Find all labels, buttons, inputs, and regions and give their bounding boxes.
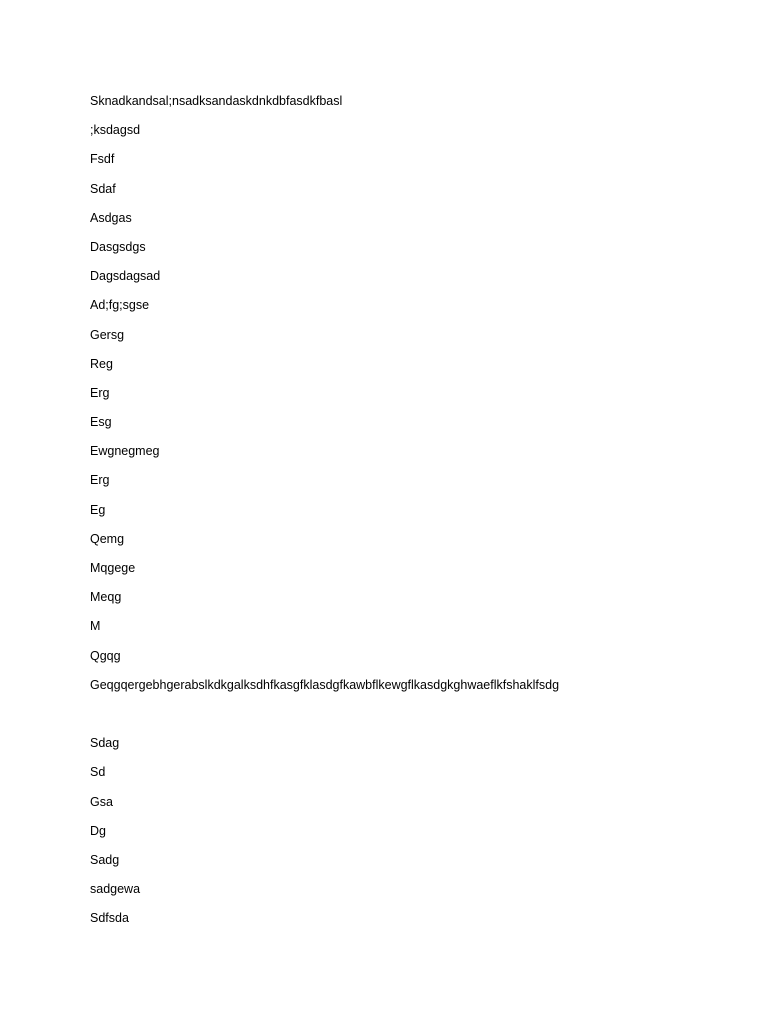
blank-line xyxy=(90,706,730,735)
document-line: Fsdf xyxy=(90,152,115,167)
document-line: Eg xyxy=(90,502,106,517)
document-line: Dasgsdgs xyxy=(90,239,146,254)
document-body xyxy=(90,93,730,939)
document-line: Sadg xyxy=(90,852,120,867)
document-line: Geqgqergebhgerabslkdkgalksdhfkasgfklasdgfkawbflkewgflkasdgkghwaeflkfshaklfsdg xyxy=(90,677,560,692)
document-line: Ewgnegmeg xyxy=(90,444,160,459)
document-line: ;ksdagsd xyxy=(90,123,141,138)
document-line: Mqgege xyxy=(90,561,136,575)
document-line: Dagsdagsad xyxy=(90,269,161,284)
document-line: Gersg xyxy=(90,327,125,342)
document-line: Erg xyxy=(90,473,110,488)
document-line: Dg xyxy=(90,823,106,838)
document-line: Sdag xyxy=(90,736,120,751)
document-line: Ad;fg;sgse xyxy=(90,298,150,313)
document-line: Sknadkandsal;nsadksandaskdnkdbfasdkfbasl xyxy=(90,94,343,108)
document-line: M xyxy=(90,619,101,634)
document-line: Qgqg xyxy=(90,648,121,663)
document-line: sadgewa xyxy=(90,882,141,897)
document-line: Erg xyxy=(90,385,110,400)
document-line: Sdaf xyxy=(90,181,116,196)
document-line: Sdfsda xyxy=(90,911,129,926)
document-line: Qemg xyxy=(90,531,125,546)
document-line: Reg xyxy=(90,356,113,371)
document-line: Gsa xyxy=(90,794,113,809)
document-line: Asdgas xyxy=(90,210,132,225)
document-line: Esg xyxy=(90,415,112,430)
document-line: Meqg xyxy=(90,590,122,605)
document-line: Sd xyxy=(90,765,106,780)
